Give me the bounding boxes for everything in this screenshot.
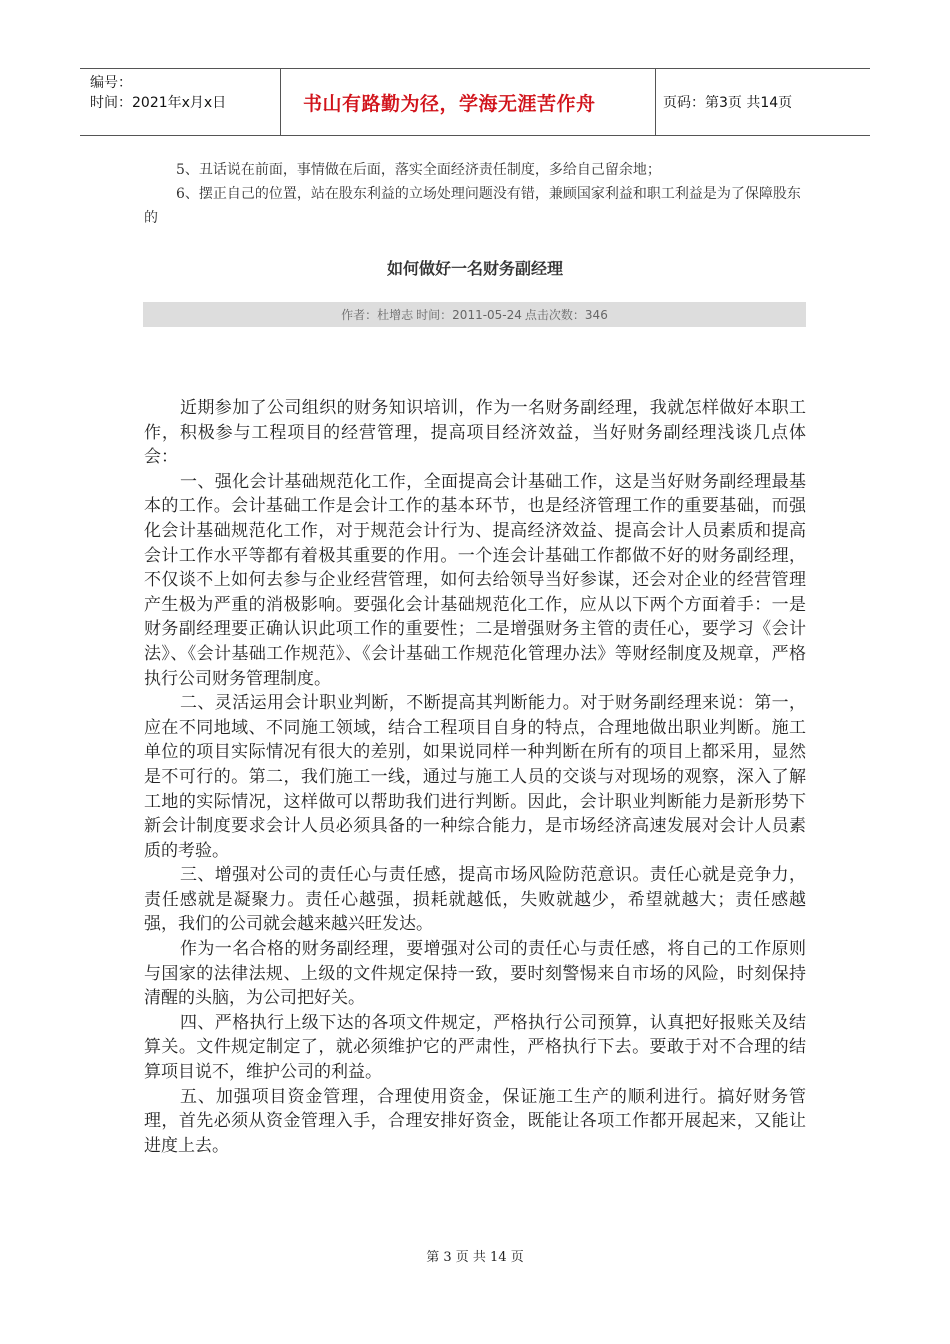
article-time: 时间：2011-05-24	[416, 308, 522, 322]
intro-line: 6、摆正自己的位置，站在股东利益的立场处理问题没有错，兼顾国家利益和职工利益是为了保障股东的	[144, 186, 801, 226]
paragraph: 一、强化会计基础规范化工作，全面提高会计基础工作，这是当好财务副经理最基本的工作。会计基础工作是会计工作的基本环节，也是经济管理工作的重要基础，而强化会计基础规范化工作，对于规范会计行为、提高经济效益、提高会计人员素质和提高会计工作水平等都有着极其重要的作用。一个连会计基础工作都做不好的财务副经理，不仅谈不上如何去参与企业经营管理，如何去给领导当好参谋，还会对企业的经营管理产生极为严重的消极影响。要强化会计基础规范化工作，应从以下两个方面着手：一是财务副经理要正确认识此项工作的重要性；二是增强财务主管的责任心，要学习《会计法》、《会计基础工作规范》、《会计基础工作规范化管理办法》等财经制度及规章，严格执行公司财务管理制度。	[144, 471, 806, 689]
paragraph: 近期参加了公司组织的财务知识培训，作为一名财务副经理，我就怎样做好本职工作，积极参与工程项目的经营管理，提高项目经济效益，当好财务副经理浅谈几点体会：	[144, 398, 806, 468]
article-title: 如何做好一名财务副经理	[386, 259, 563, 278]
intro-line: 5、丑话说在前面，事情做在后面，落实全面经济责任制度，多给自己留余地；	[176, 162, 661, 178]
document-number-label: 编号：	[90, 75, 132, 91]
article-clicks: 点击次数：346	[524, 308, 608, 322]
intro-section	[144, 158, 804, 230]
header-motto: 书山有路勤为径，学海无涯苦作舟	[280, 69, 656, 135]
page-footer: 第 3 页 共 14 页	[426, 1250, 524, 1265]
document-date: 时间：2021年x月x日	[90, 95, 227, 111]
page-header	[80, 68, 870, 136]
paragraph: 四、严格执行上级下达的各项文件规定，严格执行公司预算，认真把好报账关及结算关。文件规定制定了，就必须维护它的严肃性，严格执行下去。要敢于对不合理的结算项目说不，维护公司的利益。	[144, 1012, 806, 1083]
header-page-info: 页码：第3页 共14页	[663, 95, 793, 111]
header-info	[80, 69, 280, 135]
paragraph: 二、灵活运用会计职业判断，不断提高其判断能力。对于财务副经理来说：第一，应在不同地域、不同施工领域，结合工程项目自身的特点，合理地做出职业判断。施工单位的项目实际情况有很大的差别，如果说同样一种判断在所有的项目上都采用，显然是不可行的。第二，我们施工一线，通过与施工人员的交谈与对现场的观察，深入了解工地的实际情况，这样做可以帮助我们进行判断。因此，会计职业判断能力是新形势下新会计制度要求会计人员必须具备的一种综合能力，是市场经济高速发展对会计人员素质的考验。	[144, 693, 806, 861]
article-body	[144, 396, 806, 1158]
article-author: 作者：杜增志	[341, 308, 414, 322]
paragraph: 三、增强对公司的责任心与责任感，提高市场风险防范意识。责任心就是竞争力，责任感就是凝聚力。责任心越强，损耗就越低，失败就越少，希望就越大；责任感越强，我们的公司就会越来越兴旺发达。	[144, 865, 806, 935]
article-meta	[143, 302, 806, 327]
paragraph: 作为一名合格的财务副经理，要增强对公司的责任心与责任感，将自己的工作原则与国家的法律法规、上级的文件规定保持一致，要时刻警惕来自市场的风险，时刻保持清醒的头脑，为公司把好关。	[144, 939, 806, 1009]
paragraph: 五、加强项目资金管理，合理使用资金，保证施工生产的顺利进行。搞好财务管理，首先必须从资金管理入手，合理安排好资金，既能让各项工作都开展起来，又能让进度上去。	[144, 1086, 806, 1156]
